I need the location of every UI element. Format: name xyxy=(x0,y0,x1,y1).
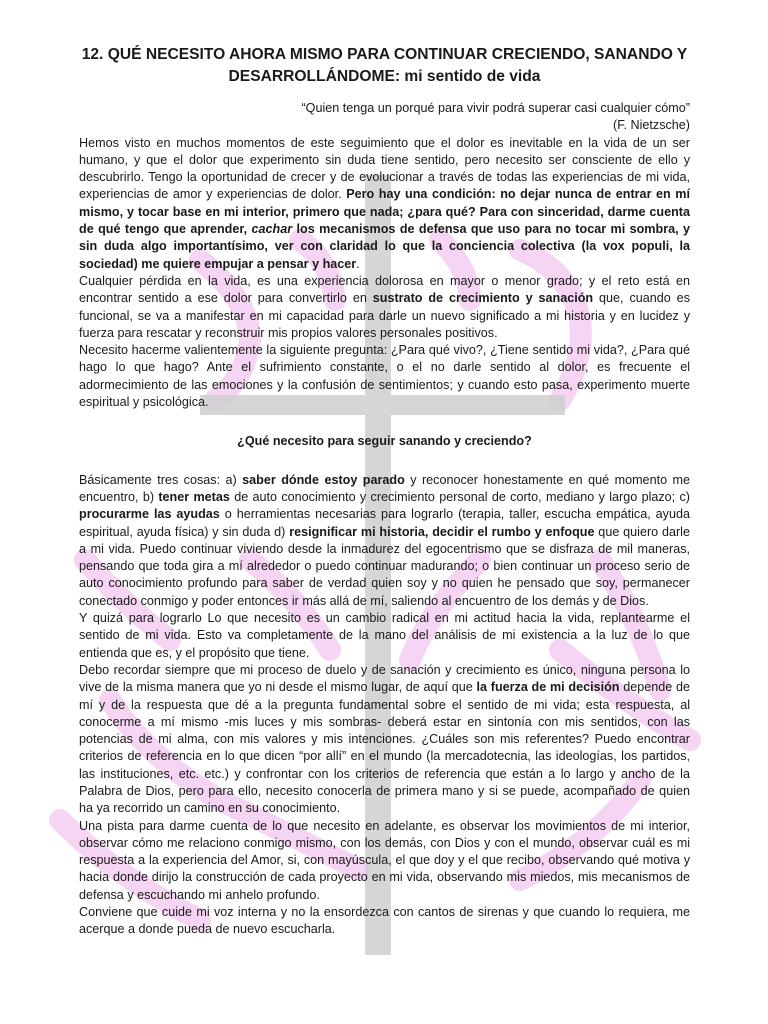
p2-bold-b: sustrato de crecimiento y sanación xyxy=(372,291,594,306)
p6-bold-b: la fuerza de mi decisión xyxy=(476,680,620,695)
p4-bold-f: procurarme las ayudas xyxy=(79,507,220,522)
p4-text-e: de auto conocimiento y crecimiento personal de corto, mediano y largo plazo; c) xyxy=(229,489,690,504)
p2-text-a: Cualquier pérdida en la vida, es una experiencia dolorosa en mayor o menor grado; y el reto está en encontrar sentido a ese dolor para convertirlo en xyxy=(79,273,690,306)
p6-text-a: Debo recordar siempre que mi proceso de duelo y de sanación y crecimiento es único, ninguna persona lo vive de la misma manera que yo ni desde el mismo lugar, de aquí que xyxy=(79,662,690,695)
paragraph-3: Necesito hacerme valientemente la siguiente pregunta: ¿Para qué vivo?, ¿Tiene sentido mi vida?, ¿Para qué hago lo que hago? Ante el sufrimiento constante, o el no darle sentido al dolor, es frecuente el adormecimiento de las emociones y la confusión de sentimientos; y cuando esto pasa, experimento muerte espiritual y psicológica. xyxy=(79,343,690,410)
paragraph-2 xyxy=(79,273,690,342)
paragraph-6 xyxy=(79,662,690,818)
section-subtitle: ¿Qué necesito para seguir sanando y creciendo? xyxy=(237,434,532,449)
p1-italic-c: cachar xyxy=(251,222,293,237)
paragraph-1 xyxy=(79,135,690,273)
p1-text-a: Hemos visto en muchos momentos de este seguimiento que el dolor es inevitable en la vida de un ser humano, y que el dolor que experimento sin duda tiene sentido, pero necesito ser consciente de ello y descubrirlo. Tengo la oportunidad de crecer y de evolucionar a través de todas las experiencias de mi vida, experiencias de amor y experiencias de dolor. xyxy=(79,135,690,202)
epigraph-author: (F. Nietzsche) xyxy=(613,118,690,133)
p4-text-g: o herramientas necesarias para lograrlo (terapia, taller, escucha empática, ayuda espiritual, ayuda física) y sin duda d) xyxy=(79,507,690,539)
p4-text-i: que quiero darle a mi vida. Puedo continuar viviendo desde la inmadurez del egocentrismo que se disfraza de mil maneras, pensando que toda gira a mí alrededor o puedo continuar madurando; o bien continuar un proceso serio de auto conocimiento profundo para saber de verdad quien soy y no quien he pensado que soy, permanecer conectado conmigo y poder entonces ir más allá de mí, saliendo al encuentro de los demás y de Dios. xyxy=(79,524,690,608)
paragraph-4 xyxy=(79,472,690,610)
paragraph-8: Conviene que cuide mi voz interna y no la ensordezca con cantos de sirenas y que cuando lo requiera, me acerque a donde pueda de nuevo escucharla. xyxy=(79,905,690,937)
p6-text-c: depende de mí y de la respuesta que dé a la pregunta fundamental sobre el sentido de mi vida; esta respuesta, al conocerme a mí mismo -mis luces y mis sombras- deberá estar en sintonía con mis sentidos, con las potencias de mi alma, con mis valores y mis intenciones. ¿Cuáles son mis referentes? Puedo encontrar criterios de referencia en lo que dicen “por allí” en el mundo (la mercadotecnia, las ideologías, los partidos, las instituciones, etc. etc.) y confrontar con los criterios de referencia que están a lo largo y ancho de la Palabra de Dios, pero para ello, necesito conocerla de primera mano y si se puede, acompañado de quien ha ya recorrido un camino en su conocimiento. xyxy=(79,680,690,816)
p4-bold-b: saber dónde estoy parado xyxy=(242,472,405,487)
p4-bold-h: resignificar mi historia, decidir el rumbo y enfoque xyxy=(289,524,595,539)
paragraph-7: Una pista para darme cuenta de lo que necesito en adelante, es observar los movimientos de mi interior, observar cómo me relaciono conmigo mismo, con los demás, con Dios y con el mundo, observar cuál es mi respuesta a la experiencia del Amor, si, con mayúscula, el que doy y el que recibo, observando qué motiva y hacia donde dirijo la construcción de cada proyecto en mi vida, observando mis miedos, mis mecanismos de defensa y escuchando mi anhelo profundo. xyxy=(79,818,690,902)
page-title: 12. QUÉ NECESITO AHORA MISMO PARA CONTINUAR CRECIENDO, SANANDO Y DESARROLLÁNDOME: mi sentido de vida xyxy=(81,46,688,85)
p2-text-c: que, cuando es funcional, se va a manifestar en mi capacidad para darle un nuevo significado a mi historia y en lucidez y fuerza para rescatar y reconstruir mis propios valores personales positivos. xyxy=(79,291,690,340)
p1-bold-d: los mecanismos de defensa que uso para no tocar mi sombra, y sin duda algo importantísimo, ver con claridad lo que la conciencia colectiva (la vox populi, la sociedad) me quiere empujar a pensar y hacer xyxy=(79,222,691,271)
p4-text-c: y reconocer honestamente en qué momento me encuentro, b) xyxy=(79,472,691,504)
paragraph-5: Y quizá para lograrlo Lo que necesito es un cambio radical en mi actitud hacia la vida, replantearme el sentido de mi vida. Esto va completamente de la mano del análisis de mi existencia a la luz de lo que entienda que es, y el propósito que tiene. xyxy=(79,611,690,660)
epigraph-quote: “Quien tenga un porqué para vivir podrá superar casi cualquier cómo” xyxy=(301,101,690,115)
p4-bold-d: tener metas xyxy=(158,489,230,504)
p4-text-a: Básicamente tres cosas: a) xyxy=(79,472,243,487)
p1-bold-b: Pero hay una condición: no dejar nunca de entrar en mí mismo, y tocar base en mi interior, primero que nada; ¿para qué? Para con sinceridad, darme cuenta de qué tengo que aprender, xyxy=(79,187,690,237)
p1-text-e: . xyxy=(356,256,360,271)
